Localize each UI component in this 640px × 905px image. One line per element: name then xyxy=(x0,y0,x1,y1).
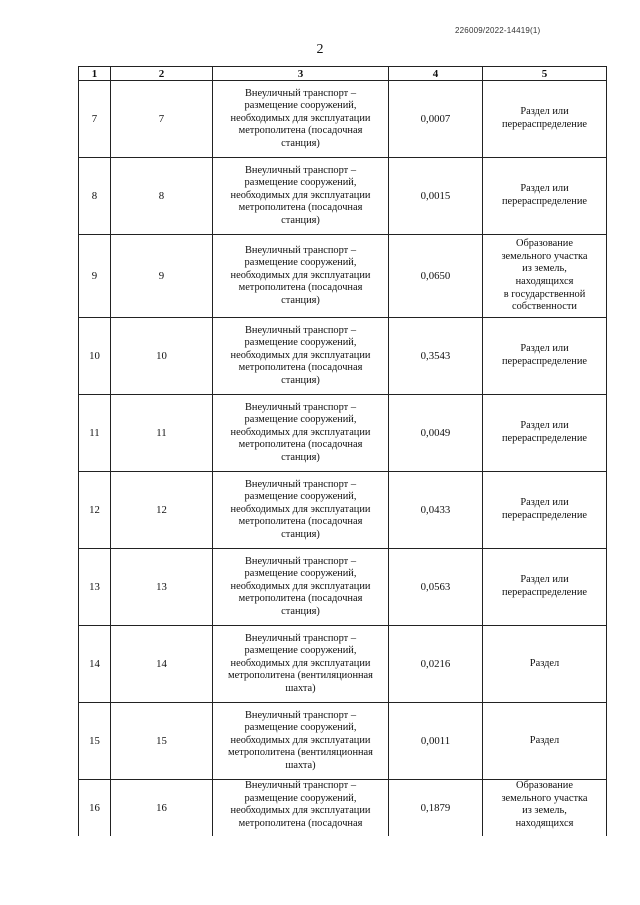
plot-number-cell: 9 xyxy=(111,235,213,318)
plot-number-cell: 8 xyxy=(111,158,213,235)
row-number-cell: 11 xyxy=(79,395,111,472)
table-header-row xyxy=(79,67,607,81)
permitted-use-text: Внеуличный транспорт – размещение сооружений, необходимых для эксплуатации метрополитена (посадочная станция) xyxy=(230,164,371,226)
permitted-use-text: Внеуличный транспорт – размещение сооружений, необходимых для эксплуатации метрополитена (посадочная станция) xyxy=(230,324,371,386)
formation-method-text: Образование земельного участка из земель, находящихся в государственной собственности xyxy=(501,238,588,313)
table-row xyxy=(79,703,607,780)
permitted-use-text: Внеуличный транспорт – размещение сооружений, необходимых для эксплуатации метрополитена (посадочная станция) xyxy=(230,87,371,149)
plot-number-cell: 11 xyxy=(111,395,213,472)
area-cell: 0,0563 xyxy=(389,549,483,626)
formation-method-cell xyxy=(483,318,607,395)
formation-method-text: Раздел xyxy=(529,734,560,746)
formation-method-cell xyxy=(483,472,607,549)
land-plots-table xyxy=(78,66,607,836)
formation-method-text: Раздел или перераспределение xyxy=(501,343,588,367)
plot-number-cell: 13 xyxy=(111,549,213,626)
column-header-4: 4 xyxy=(389,67,483,81)
formation-method-cell xyxy=(483,549,607,626)
formation-method-text: Раздел или перераспределение xyxy=(501,106,588,130)
permitted-use-cell xyxy=(213,472,389,549)
plot-number-cell: 14 xyxy=(111,626,213,703)
row-number-cell: 16 xyxy=(79,780,111,837)
table-row xyxy=(79,235,607,318)
table-row xyxy=(79,81,607,158)
formation-method-cell xyxy=(483,626,607,703)
formation-method-cell xyxy=(483,158,607,235)
row-number-cell: 12 xyxy=(79,472,111,549)
permitted-use-cell xyxy=(213,318,389,395)
table-row xyxy=(79,318,607,395)
plot-number-cell: 16 xyxy=(111,780,213,837)
formation-method-text: Раздел или перераспределение xyxy=(501,420,588,444)
permitted-use-cell xyxy=(213,158,389,235)
area-cell: 0,0650 xyxy=(389,235,483,318)
table-row xyxy=(79,626,607,703)
plot-number-cell: 7 xyxy=(111,81,213,158)
table-row xyxy=(79,472,607,549)
plot-number-cell: 12 xyxy=(111,472,213,549)
formation-method-cell xyxy=(483,235,607,318)
permitted-use-text: Внеуличный транспорт – размещение сооружений, необходимых для эксплуатации метрополитена (посадочная станция) xyxy=(230,555,371,617)
formation-method-text: Раздел или перераспределение xyxy=(501,574,588,598)
formation-method-cell xyxy=(483,81,607,158)
plot-number-cell: 10 xyxy=(111,318,213,395)
column-header-2: 2 xyxy=(111,67,213,81)
plot-number-cell: 15 xyxy=(111,703,213,780)
area-cell: 0,0049 xyxy=(389,395,483,472)
permitted-use-cell xyxy=(213,235,389,318)
page-number: 2 xyxy=(316,42,324,57)
column-header-1: 1 xyxy=(79,67,111,81)
permitted-use-cell xyxy=(213,549,389,626)
area-cell: 0,0216 xyxy=(389,626,483,703)
permitted-use-text: Внеуличный транспорт – размещение сооружений, необходимых для эксплуатации метрополитена (вентиляционная шахта) xyxy=(228,632,373,694)
permitted-use-text: Внеуличный транспорт – размещение сооружений, необходимых для эксплуатации метрополитена (посадочная станция) xyxy=(230,401,371,463)
column-header-3: 3 xyxy=(213,67,389,81)
formation-method-text: Раздел xyxy=(529,657,560,669)
row-number-cell: 13 xyxy=(79,549,111,626)
formation-method-cell xyxy=(483,780,607,837)
row-number-cell: 14 xyxy=(79,626,111,703)
document-registration-number: 226009/2022-14419(1) xyxy=(455,26,541,35)
formation-method-cell xyxy=(483,703,607,780)
table-row xyxy=(79,549,607,626)
permitted-use-text: Внеуличный транспорт – размещение сооружений, необходимых для эксплуатации метрополитена (посадочная станция) xyxy=(230,244,371,306)
row-number-cell: 7 xyxy=(79,81,111,158)
formation-method-text: Раздел или перераспределение xyxy=(501,183,588,207)
formation-method-text: Раздел или перераспределение xyxy=(501,497,588,521)
area-cell: 0,3543 xyxy=(389,318,483,395)
formation-method-cell xyxy=(483,395,607,472)
column-header-5: 5 xyxy=(483,67,607,81)
permitted-use-cell xyxy=(213,626,389,703)
table-row xyxy=(79,780,607,837)
row-number-cell: 15 xyxy=(79,703,111,780)
permitted-use-cell xyxy=(213,703,389,780)
formation-method-text: Образование земельного участка из земель, находящихся xyxy=(501,780,588,829)
row-number-cell: 8 xyxy=(79,158,111,235)
row-number-cell: 9 xyxy=(79,235,111,318)
row-number-cell: 10 xyxy=(79,318,111,395)
permitted-use-cell xyxy=(213,395,389,472)
permitted-use-cell xyxy=(213,81,389,158)
permitted-use-text: Внеуличный транспорт – размещение сооружений, необходимых для эксплуатации метрополитена (посадочная xyxy=(230,780,371,829)
table-row xyxy=(79,395,607,472)
area-cell: 0,0433 xyxy=(389,472,483,549)
permitted-use-cell xyxy=(213,780,389,837)
table-row xyxy=(79,158,607,235)
permitted-use-text: Внеуличный транспорт – размещение сооружений, необходимых для эксплуатации метрополитена (вентиляционная шахта) xyxy=(228,709,373,771)
permitted-use-text: Внеуличный транспорт – размещение сооружений, необходимых для эксплуатации метрополитена (посадочная станция) xyxy=(230,478,371,540)
area-cell: 0,0015 xyxy=(389,158,483,235)
area-cell: 0,1879 xyxy=(389,780,483,837)
area-cell: 0,0011 xyxy=(389,703,483,780)
area-cell: 0,0007 xyxy=(389,81,483,158)
